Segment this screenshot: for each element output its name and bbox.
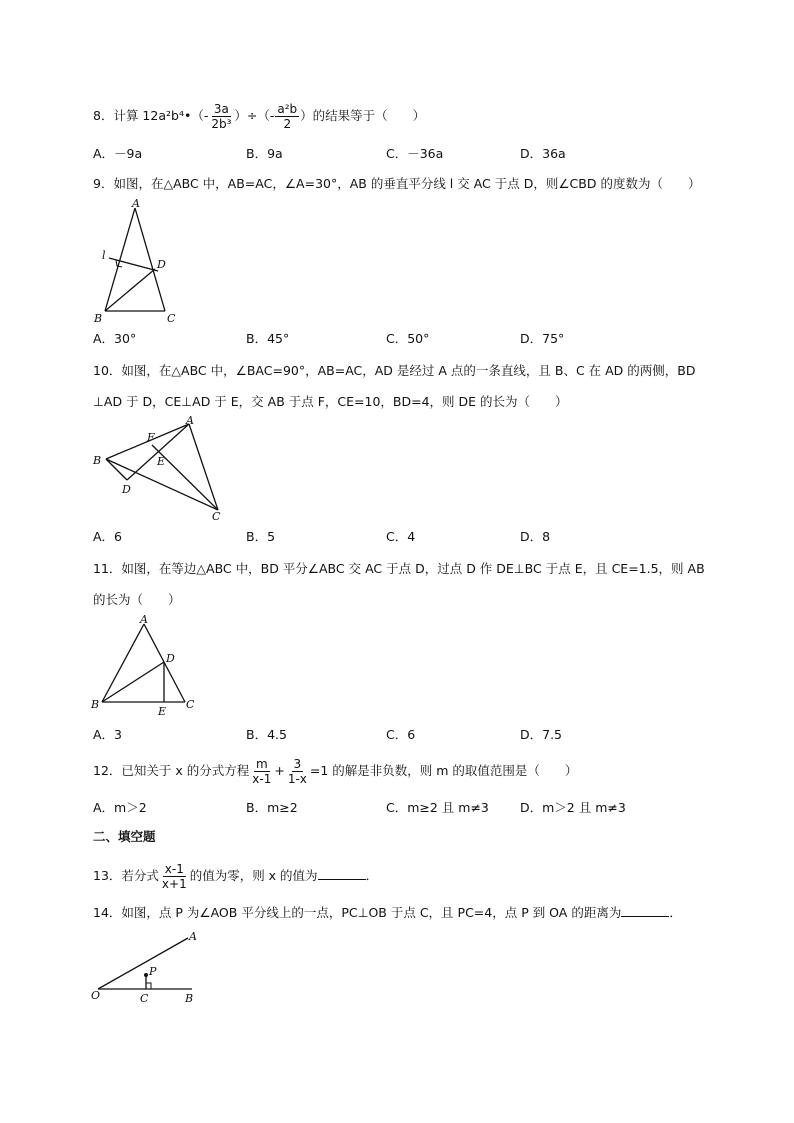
- q11-side-ab: [102, 624, 144, 702]
- q13-answer-blank[interactable]: [318, 867, 366, 880]
- q14-ray-oa: [98, 938, 188, 989]
- q8-text-a: 8．计算 12a²b⁴•（-: [93, 108, 209, 123]
- q12-option-a: A．m＞2: [93, 800, 147, 815]
- q11-figure: [88, 612, 208, 720]
- q13-stem: [93, 862, 378, 891]
- q14-label-c: C: [140, 992, 149, 1005]
- q9-segment-bd: [105, 269, 155, 311]
- q8-frac1-num: 3a: [213, 102, 229, 116]
- q11-option-d: D．7.5: [520, 727, 563, 742]
- q9-option-d: D．75°: [520, 331, 565, 346]
- q11-segment-bd: [102, 662, 164, 702]
- q12-fraction-1: [250, 757, 273, 786]
- q10-option-b: B．5: [246, 529, 276, 544]
- q9-stem: 9．如图，在△ABC 中，AB=AC，∠A=30°，AB 的垂直平分线 l 交 AC 于点 D，则∠CBD 的度数为（ ）: [93, 176, 701, 191]
- q9-label-d: D: [157, 258, 166, 271]
- q14-answer-blank[interactable]: [621, 904, 669, 917]
- q14-text-b: ．: [669, 905, 682, 920]
- q10-label-e: E: [157, 455, 166, 468]
- q9-label-l: l: [102, 249, 106, 262]
- q10-segment-bd: [106, 459, 127, 480]
- q8-option-b: B．9a: [246, 146, 283, 161]
- q8-option-d: D．36a: [520, 146, 566, 161]
- q10-label-b: B: [93, 454, 102, 467]
- q11-label-e: E: [158, 705, 167, 718]
- q14-point-p: [144, 973, 148, 977]
- q8-fraction-2: [275, 102, 299, 131]
- q10-stem-line1: 10．如图，在△ABC 中，∠BAC=90°，AB=AC，AD 是经过 A 点的一条直线，且 B、C 在 AD 的两侧，BD: [93, 363, 696, 378]
- q10-label-c: C: [212, 510, 221, 523]
- q8-frac2-den: 2: [283, 117, 292, 131]
- q8-option-a: A．－9a: [93, 146, 143, 161]
- q13-frac-num: x-1: [164, 862, 184, 876]
- q14-stem: [93, 904, 682, 921]
- q10-label-f: F: [147, 431, 155, 444]
- q10-option-d: D．8: [520, 529, 551, 544]
- q10-label-a: A: [186, 414, 194, 427]
- q8-fraction-1: [209, 102, 233, 131]
- q10-option-c: C．4: [386, 529, 416, 544]
- q14-text-a: 14．如图，点 P 为∠AOB 平分线上的一点，PC⊥OB 于点 C，且 PC=4，点 P 到 OA 的距离为: [93, 905, 622, 920]
- q8-frac2-num: a²b: [277, 102, 298, 116]
- q8-stem: [93, 102, 425, 131]
- q12-option-b: B．m≥2: [246, 800, 298, 815]
- q8-text-b: ）÷（-: [234, 108, 275, 123]
- q14-right-angle-mark: [146, 983, 151, 989]
- q13-fraction: [160, 862, 189, 891]
- q9-option-a: A．30°: [93, 331, 137, 346]
- q11-stem-line1: 11．如图，在等边△ABC 中，BD 平分∠ABC 交 AC 于点 D，过点 D 作 DE⊥BC 于点 E，且 CE=1.5，则 AB: [93, 561, 705, 576]
- q9-side-ab: [105, 208, 135, 311]
- q12-option-d: D．m＞2 且 m≠3: [520, 800, 626, 815]
- q12-fraction-2: [286, 757, 309, 786]
- q11-option-a: A．3: [93, 727, 123, 742]
- q10-stem-line2: ⊥AD 于 D，CE⊥AD 于 E，交 AB 于点 F，CE=10，BD=4，则 DE 的长为（ ）: [93, 394, 568, 409]
- q14-label-p: P: [149, 965, 157, 978]
- q11-label-a: A: [140, 613, 148, 626]
- q14-label-b: B: [185, 992, 194, 1005]
- q8-frac1-den: 2b³: [211, 117, 232, 131]
- q12-frac2-den: 1-x: [287, 772, 307, 786]
- q8-text-c: ）的结果等于（ ）: [300, 108, 426, 123]
- q11-option-c: C．6: [386, 727, 416, 742]
- q13-frac-den: x+1: [161, 877, 187, 891]
- q11-label-d: D: [166, 652, 175, 665]
- q9-label-b: B: [94, 312, 103, 325]
- q12-option-c: C．m≥2 且 m≠3: [386, 800, 489, 815]
- q13-text-a: 13．若分式: [93, 868, 159, 883]
- q9-label-c: C: [167, 312, 176, 325]
- q10-option-a: A．6: [93, 529, 123, 544]
- q11-label-c: C: [186, 698, 195, 711]
- q12-text-a: 12．已知关于 x 的分式方程: [93, 763, 250, 778]
- q10-label-d: D: [122, 483, 131, 496]
- q10-side-ac: [189, 424, 218, 510]
- q14-label-a: A: [189, 930, 197, 943]
- q9-figure: [92, 196, 192, 326]
- q14-label-o: O: [91, 989, 101, 1002]
- q11-label-b: B: [91, 698, 100, 711]
- q14-figure: [88, 928, 208, 1006]
- q9-option-b: B．45°: [246, 331, 290, 346]
- q12-frac2-num: 3: [293, 757, 302, 771]
- q11-stem-line2: 的长为（ ）: [93, 592, 181, 607]
- q13-text-b: 的值为零，则 x 的值为: [189, 868, 318, 883]
- q12-text-b: =1 的解是非负数，则 m 的取值范围是（ ）: [309, 763, 578, 778]
- q9-option-c: C．50°: [386, 331, 430, 346]
- section-title-fill-in: 二、填空题: [93, 829, 156, 844]
- q11-option-b: B．4.5: [246, 727, 287, 742]
- q10-figure: [90, 414, 230, 524]
- q12-plus: +: [274, 763, 285, 778]
- q12-frac1-num: m: [255, 757, 268, 771]
- q12-stem: [93, 757, 577, 786]
- q13-text-c: ．: [365, 868, 379, 883]
- q9-label-a: A: [132, 197, 140, 210]
- q12-frac1-den: x-1: [252, 772, 272, 786]
- q8-option-c: C．－36a: [386, 146, 444, 161]
